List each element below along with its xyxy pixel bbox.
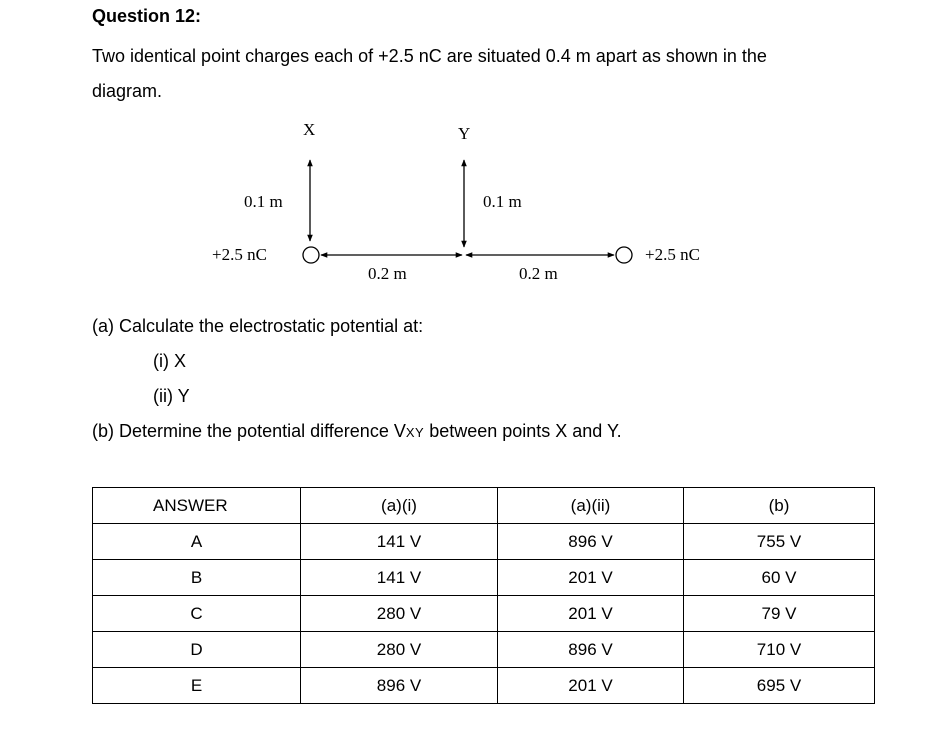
option-letter: B (93, 560, 301, 596)
left-vertical-distance: 0.1 m (244, 192, 283, 211)
option-a-ii: 201 V (498, 560, 684, 596)
right-charge-label: +2.5 nC (645, 245, 700, 264)
option-a-i: 280 V (301, 632, 498, 668)
header-a-i: (a)(i) (301, 488, 498, 524)
part-b-suffix: between points X and Y. (424, 421, 622, 441)
right-horizontal-distance: 0.2 m (519, 264, 558, 283)
point-y-label: Y (458, 124, 471, 143)
part-b-subscript: XY (405, 425, 425, 440)
option-a-ii: 201 V (498, 596, 684, 632)
table-row (93, 596, 875, 632)
option-a-ii: 896 V (498, 632, 684, 668)
part-b-prefix: (b) Determine the potential difference V (92, 421, 406, 441)
option-a-i: 141 V (301, 560, 498, 596)
option-b: 710 V (684, 632, 875, 668)
part-a-i: (i) X (153, 351, 186, 371)
question-intro-line-2: diagram. (92, 81, 163, 101)
header-answer: ANSWER (93, 488, 301, 524)
part-a-prompt: (a) Calculate the electrostatic potential at: (92, 316, 424, 336)
answer-table (92, 487, 875, 704)
left-charge-label: +2.5 nC (212, 245, 267, 264)
header-a-ii: (a)(ii) (498, 488, 684, 524)
part-a-ii: (ii) Y (153, 386, 190, 406)
right-charge-circle (616, 247, 632, 263)
option-b: 755 V (684, 524, 875, 560)
option-a-ii: 896 V (498, 524, 684, 560)
option-a-i: 896 V (301, 668, 498, 704)
option-b: 60 V (684, 560, 875, 596)
option-a-i: 280 V (301, 596, 498, 632)
table-row (93, 524, 875, 560)
option-letter: C (93, 596, 301, 632)
table-row (93, 668, 875, 704)
header-b: (b) (684, 488, 875, 524)
left-horizontal-distance: 0.2 m (368, 264, 407, 283)
left-charge-circle (303, 247, 319, 263)
option-a-ii: 201 V (498, 668, 684, 704)
table-row (93, 632, 875, 668)
question-intro-line-1: Two identical point charges each of +2.5 nC are situated 0.4 m apart as shown in the (92, 46, 767, 66)
point-x-label: X (303, 120, 316, 139)
right-vertical-distance: 0.1 m (483, 192, 522, 211)
option-b: 695 V (684, 668, 875, 704)
question-title: Question 12: (92, 6, 202, 26)
part-b-prompt (92, 421, 622, 442)
option-letter: D (93, 632, 301, 668)
option-letter: E (93, 668, 301, 704)
option-b: 79 V (684, 596, 875, 632)
option-a-i: 141 V (301, 524, 498, 560)
table-header-row (93, 488, 875, 524)
table-row (93, 560, 875, 596)
option-letter: A (93, 524, 301, 560)
